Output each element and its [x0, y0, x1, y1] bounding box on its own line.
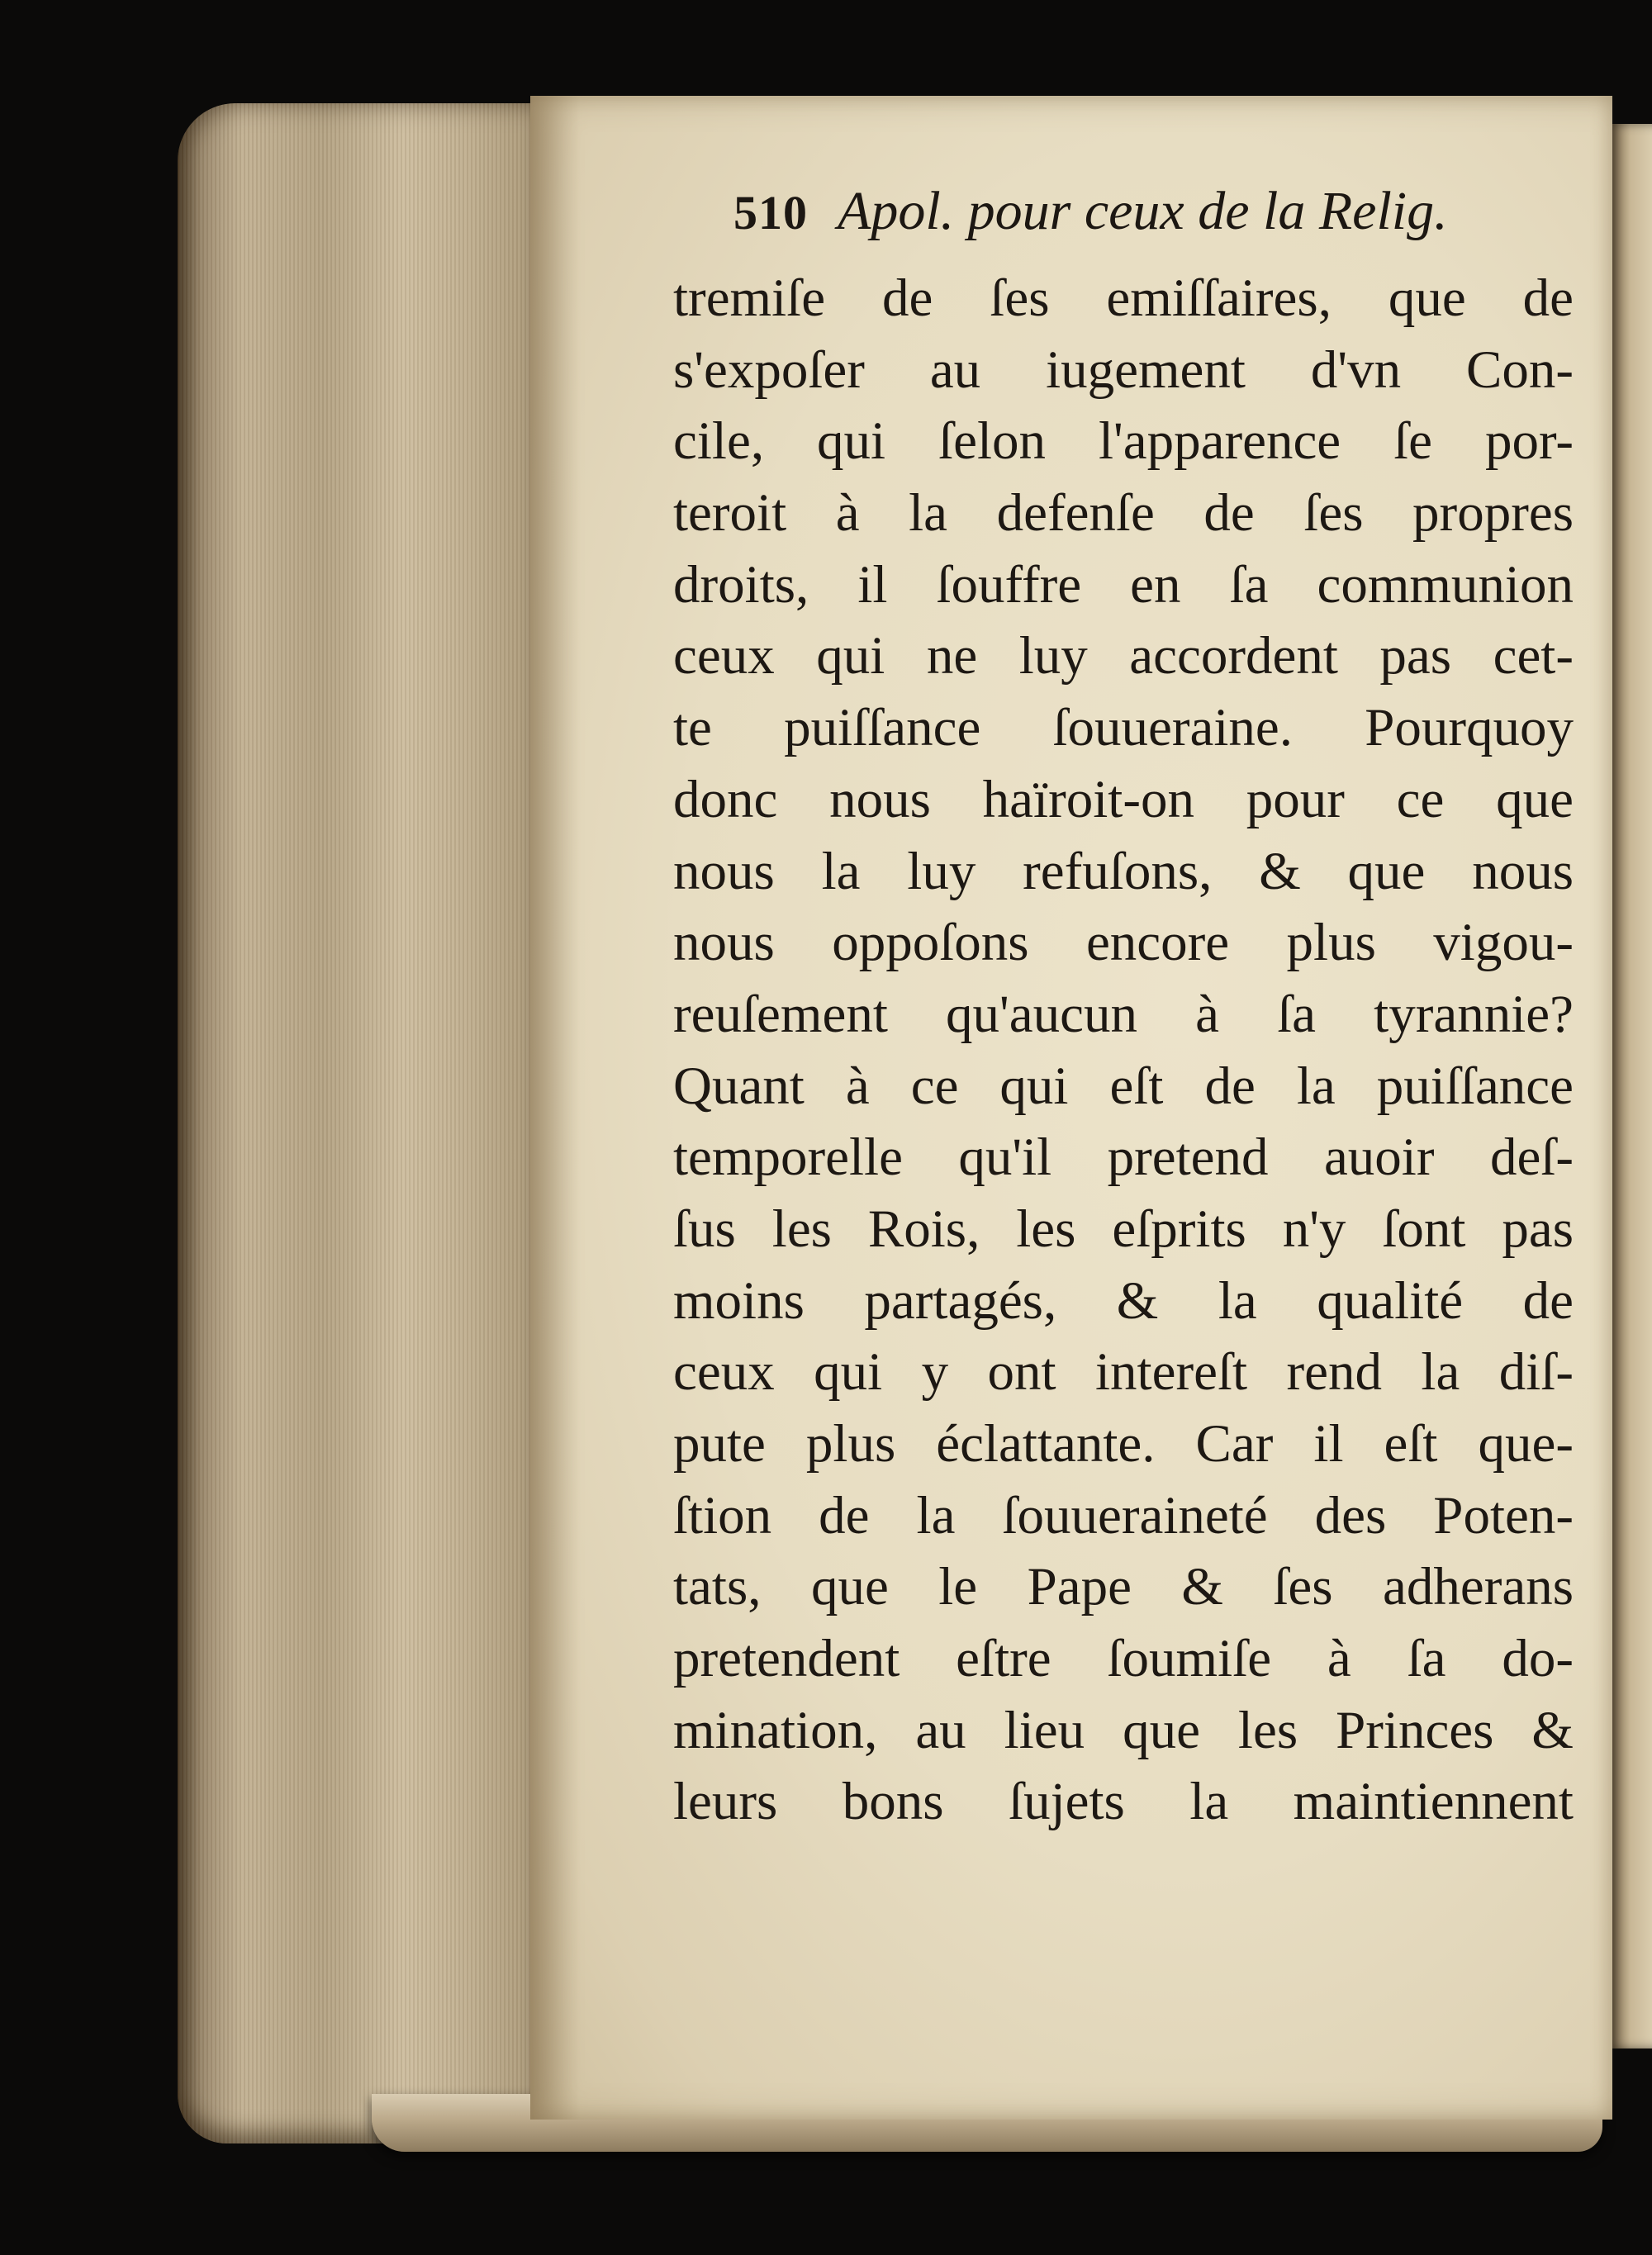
text-line: te puiſſance ſouueraine. Pourquoy — [673, 698, 1574, 758]
body-text — [673, 263, 1574, 1838]
text-line: nous oppoſons encore plus vigou- — [673, 913, 1574, 973]
running-head — [733, 180, 1551, 254]
book-page-edges — [178, 103, 541, 2143]
text-line: Quant à ce qui eſt de la puiſſance — [673, 1056, 1574, 1116]
text-line: cile, qui ſelon l'apparence ſe por- — [673, 411, 1574, 472]
text-line: ſus les Rois, les eſprits n'y ſont pas — [673, 1199, 1574, 1259]
text-line: tats, que le Pape & ſes adherans — [673, 1557, 1574, 1617]
text-line: temporelle qu'il pretend auoir deſ- — [673, 1128, 1574, 1188]
running-title: Apol. pour ceux de la Relig. — [838, 181, 1448, 241]
text-line: mination, au lieu que les Princes & — [673, 1700, 1574, 1760]
text-line: droits, il ſouffre en ſa communion — [673, 554, 1574, 615]
text-line: pute plus éclattante. Car il eſt que- — [673, 1414, 1574, 1474]
text-line: s'expoſer au iugement d'vn Con- — [673, 339, 1574, 400]
text-line: ceux qui y ont intereſt rend la diſ- — [673, 1342, 1574, 1403]
text-line: ſtion de la ſouueraineté des Poten- — [673, 1485, 1574, 1545]
text-line: donc nous haïroit-on pour ce que — [673, 769, 1574, 829]
text-line: ceux qui ne luy accordent pas cet- — [673, 626, 1574, 686]
facing-page-edge — [1611, 124, 1652, 2048]
text-line: tremiſe de ſes emiſſaires, que de — [673, 268, 1574, 328]
text-line: moins partagés, & la qualité de — [673, 1270, 1574, 1331]
text-line: pretendent eſtre ſoumiſe à ſa do- — [673, 1629, 1574, 1689]
page-number: 510 — [733, 186, 808, 240]
text-line: nous la luy refuſons, & que nous — [673, 841, 1574, 901]
text-line: leurs bons ſujets la maintiennent — [673, 1772, 1574, 1832]
text-line: reuſement qu'aucun à ſa tyrannie? — [673, 984, 1574, 1044]
text-line: teroit à la defenſe de ſes propres — [673, 483, 1574, 544]
